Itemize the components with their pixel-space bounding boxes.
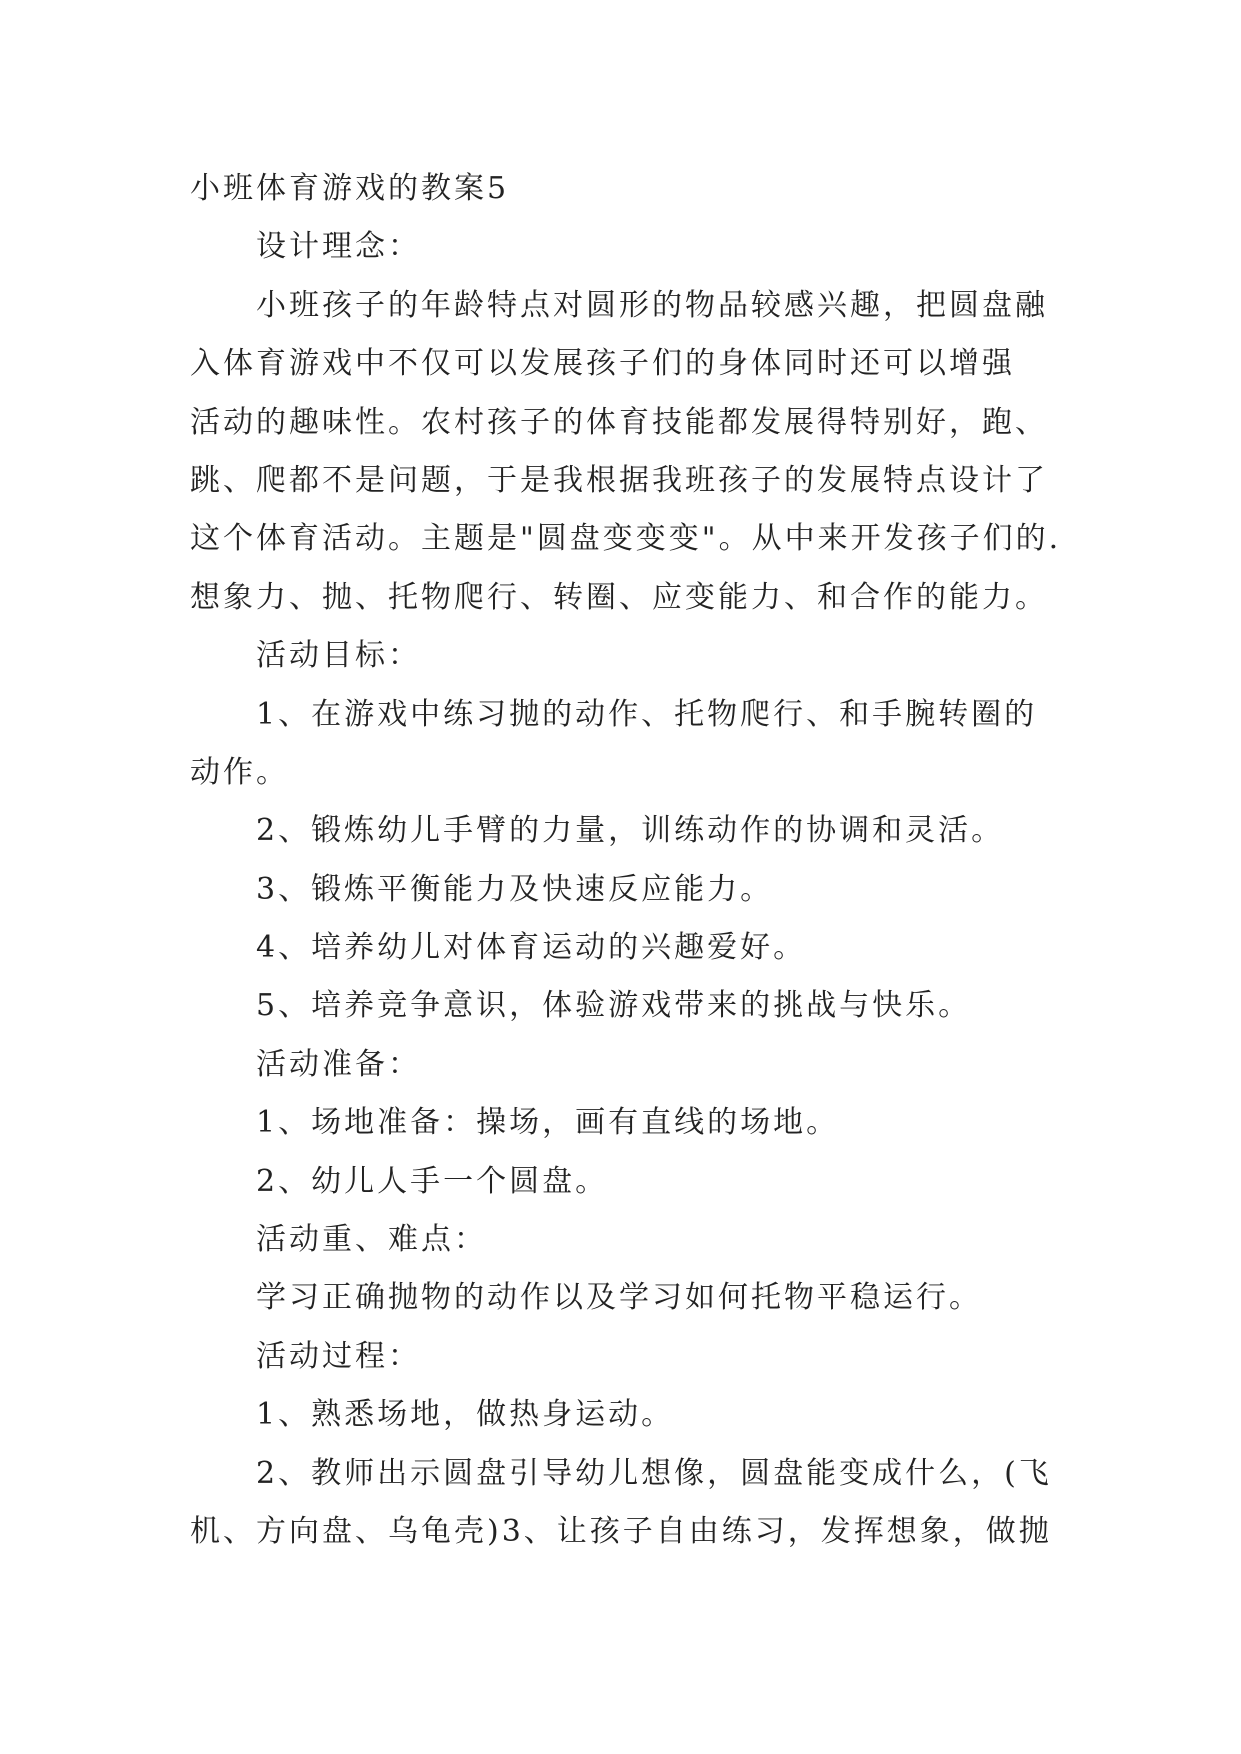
list-item: 4、培养幼儿对体育运动的兴趣爱好。: [256, 930, 807, 966]
list-item: 2、锻炼幼儿手臂的力量，训练动作的协调和灵活。: [256, 813, 1005, 849]
paragraph-line: 学习正确抛物的动作以及学习如何托物平稳运行。: [256, 1280, 982, 1316]
list-item: 1、场地准备：操场，画有直线的场地。: [256, 1105, 840, 1141]
list-item: 3、锻炼平衡能力及快速反应能力。: [256, 871, 774, 907]
list-item: 5、培养竞争意识，体验游戏带来的挑战与快乐。: [256, 988, 972, 1024]
list-item: 2、幼儿人手一个圆盘。: [256, 1163, 609, 1199]
paragraph-line: 入体育游戏中不仅可以发展孩子们的身体同时还可以增强: [190, 346, 1015, 382]
paragraph-line: 跳、爬都不是问题，于是我根据我班孩子的发展特点设计了: [190, 462, 1048, 498]
list-item-continuation: 机、方向盘、乌龟壳)3、让孩子自由练习，发挥想象，做抛: [190, 1513, 1052, 1549]
section-heading-activity-preparation: 活动准备：: [256, 1046, 421, 1082]
document-title: 小班体育游戏的教案5: [190, 171, 510, 206]
document-body: [190, 160, 1060, 1561]
paragraph-line: 想象力、抛、托物爬行、转圈、应变能力、和合作的能力。: [190, 579, 1048, 615]
paragraph-line: 这个体育活动。主题是"圆盘变变变"。从中来开发孩子们的.: [190, 521, 1062, 557]
section-heading-activity-goals: 活动目标：: [256, 638, 421, 674]
list-item: 1、在游戏中练习抛的动作、托物爬行、和手腕转圈的: [256, 696, 1038, 732]
list-item: 1、熟悉场地，做热身运动。: [256, 1397, 675, 1433]
list-item: 2、教师出示圆盘引导幼儿想像，圆盘能变成什么，(飞: [256, 1455, 1052, 1491]
section-heading-activity-process: 活动过程：: [256, 1338, 421, 1374]
list-item-continuation: 动作。: [190, 754, 289, 790]
paragraph-line: 活动的趣味性。农村孩子的体育技能都发展得特别好，跑、: [190, 404, 1048, 440]
section-heading-design-concept: 设计理念：: [256, 229, 421, 265]
paragraph-line: 小班孩子的年龄特点对圆形的物品较感兴趣，把圆盘融: [256, 287, 1048, 323]
section-heading-key-points: 活动重、难点：: [256, 1222, 487, 1258]
